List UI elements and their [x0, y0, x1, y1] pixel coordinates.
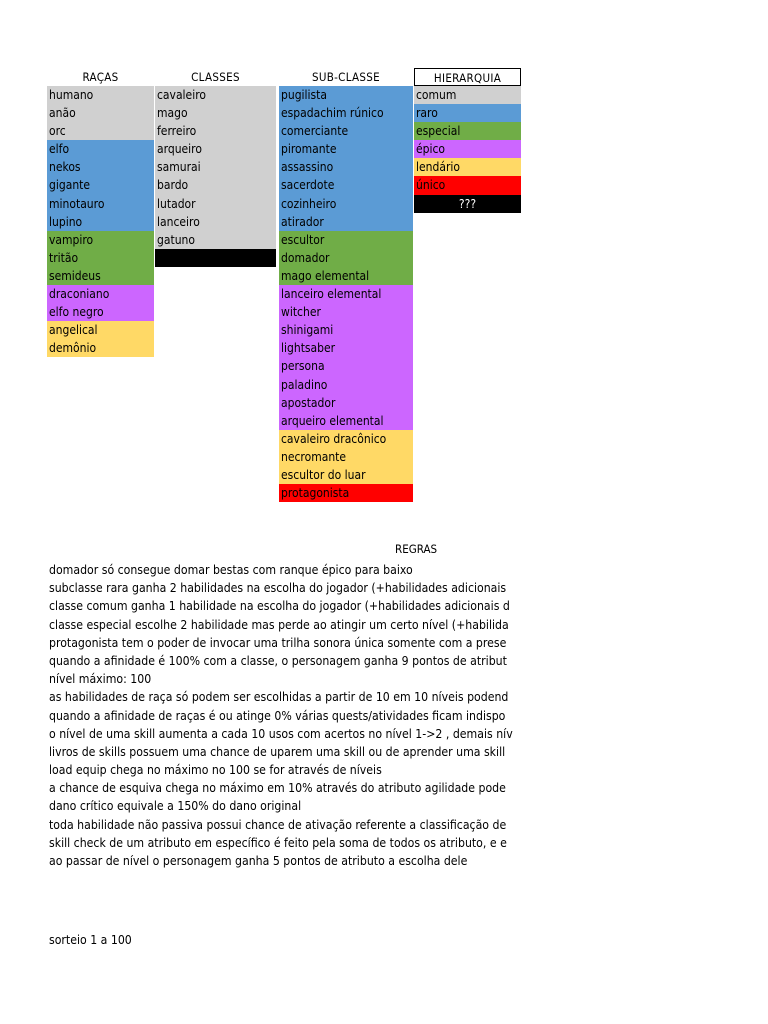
rule-line: livros de skills possuem uma chance de uparem uma skill ou de aprender uma skill: [49, 744, 506, 759]
classes-item: lanceiro: [155, 213, 276, 231]
racas-item: draconiano: [47, 285, 154, 303]
classes-item: mago: [155, 104, 276, 122]
racas-item: nekos: [47, 158, 154, 176]
classes-item: [155, 249, 276, 267]
rule-line: as habilidades de raça só podem ser escolhidas a partir de 10 em 10 níveis podend: [49, 690, 509, 705]
subclasse-item: lightsaber: [279, 339, 413, 357]
racas-item: tritão: [47, 249, 154, 267]
subclasse-item: cavaleiro dracônico: [279, 430, 413, 448]
racas-item: vampiro: [47, 231, 154, 249]
subclasse-item: piromante: [279, 140, 413, 158]
classes-column: [155, 68, 276, 267]
rule-line: ao passar de nível o personagem ganha 5 pontos de atributo a escolha dele: [49, 854, 468, 868]
subclasse-item: mago elemental: [279, 267, 413, 285]
racas-item: semideus: [47, 267, 154, 285]
racas-item: minotauro: [47, 195, 154, 213]
racas-item: elfo negro: [47, 303, 154, 321]
racas-item: anão: [47, 104, 154, 122]
subclasse-item: witcher: [279, 303, 413, 321]
rule-line: a chance de esquiva chega no máximo em 10% através do atributo agilidade pode: [49, 781, 506, 796]
rule-line: load equip chega no máximo no 100 se for através de níveis: [49, 763, 382, 778]
subclasse-item: necromante: [279, 448, 413, 466]
rule-line: classe comum ganha 1 habilidade na escolha do jogador (+habilidades adicionais d: [49, 599, 510, 614]
hierarquia-item: comum: [414, 86, 521, 104]
racas-header: RAÇAS: [82, 70, 119, 84]
hierarquia-header: HIERARQUIA: [414, 68, 521, 86]
subclasse-item: apostador: [279, 394, 413, 412]
hierarquia-list: [414, 86, 521, 213]
rule-line: nível máximo: 100: [49, 672, 152, 687]
hierarquia-item: raro: [414, 104, 521, 122]
subclasse-item: domador: [279, 249, 413, 267]
hierarquia-column: [414, 68, 521, 213]
rules-title: REGRAS: [395, 542, 438, 556]
hierarquia-item: épico: [414, 140, 521, 158]
racas-item: demônio: [47, 339, 154, 357]
racas-item: humano: [47, 86, 154, 104]
subclasse-item: shinigami: [279, 321, 413, 339]
subclasse-item: paladino: [279, 376, 413, 394]
hierarquia-item: único: [414, 176, 521, 194]
rule-line: protagonista tem o poder de invocar uma trilha sonora única somente com a prese: [49, 635, 507, 650]
classes-item: bardo: [155, 176, 276, 194]
rule-line: classe especial escolhe 2 habilidade mas perde ao atingir um certo nível (+habilida: [49, 617, 509, 632]
subclasse-item: protagonista: [279, 484, 413, 502]
subclasse-item: sacerdote: [279, 176, 413, 194]
subclasse-item: escultor: [279, 231, 413, 249]
classes-header: CLASSES: [191, 70, 240, 84]
rules-list: [49, 561, 521, 870]
classes-item: cavaleiro: [155, 86, 276, 104]
hierarquia-item: ???: [414, 195, 521, 213]
classes-item: arqueiro: [155, 140, 276, 158]
racas-item: angelical: [47, 321, 154, 339]
hierarquia-item: lendário: [414, 158, 521, 176]
subclasse-item: atirador: [279, 213, 413, 231]
subclasse-column: [279, 68, 413, 502]
subclasse-item: assassino: [279, 158, 413, 176]
racas-column: [47, 68, 154, 357]
sorteio-text: sorteio 1 a 100: [49, 933, 132, 947]
subclasse-item: escultor do luar: [279, 466, 413, 484]
subclasse-item: comerciante: [279, 122, 413, 140]
rule-line: subclasse rara ganha 2 habilidades na escolha do jogador (+habilidades adicionais: [49, 581, 507, 596]
rule-line: quando a afinidade é 100% com a classe, o personagem ganha 9 pontos de atribut: [49, 653, 507, 668]
subclasse-header: SUB-CLASSE: [312, 70, 380, 84]
racas-item: lupino: [47, 213, 154, 231]
classes-item: ferreiro: [155, 122, 276, 140]
classes-list: [155, 86, 276, 267]
subclasse-item: pugilista: [279, 86, 413, 104]
racas-item: orc: [47, 122, 154, 140]
classes-item: gatuno: [155, 231, 276, 249]
racas-item: elfo: [47, 140, 154, 158]
classes-item: lutador: [155, 195, 276, 213]
subclasse-item: espadachim rúnico: [279, 104, 413, 122]
rule-line: toda habilidade não passiva possui chance de ativação referente a classificação de: [49, 817, 507, 832]
rule-line: domador só consegue domar bestas com ranque épico para baixo: [49, 563, 413, 577]
racas-item: gigante: [47, 176, 154, 194]
rule-line: skill check de um atributo em específico é feito pela soma de todos os atributo, e e: [49, 835, 507, 850]
rule-line: quando a afinidade de raças é ou atinge 0% várias quests/atividades ficam indispo: [49, 708, 506, 723]
rule-line: o nível de uma skill aumenta a cada 10 usos com acertos no nível 1->2 , demais nív: [49, 726, 513, 741]
classes-item: samurai: [155, 158, 276, 176]
subclasse-item: cozinheiro: [279, 195, 413, 213]
hierarquia-item: especial: [414, 122, 521, 140]
rule-line: dano crítico equivale a 150% do dano original: [49, 799, 302, 814]
racas-list: [47, 86, 154, 357]
subclasse-item: lanceiro elemental: [279, 285, 413, 303]
subclasse-item: persona: [279, 357, 413, 375]
subclasse-list: [279, 86, 413, 502]
subclasse-item: arqueiro elemental: [279, 412, 413, 430]
